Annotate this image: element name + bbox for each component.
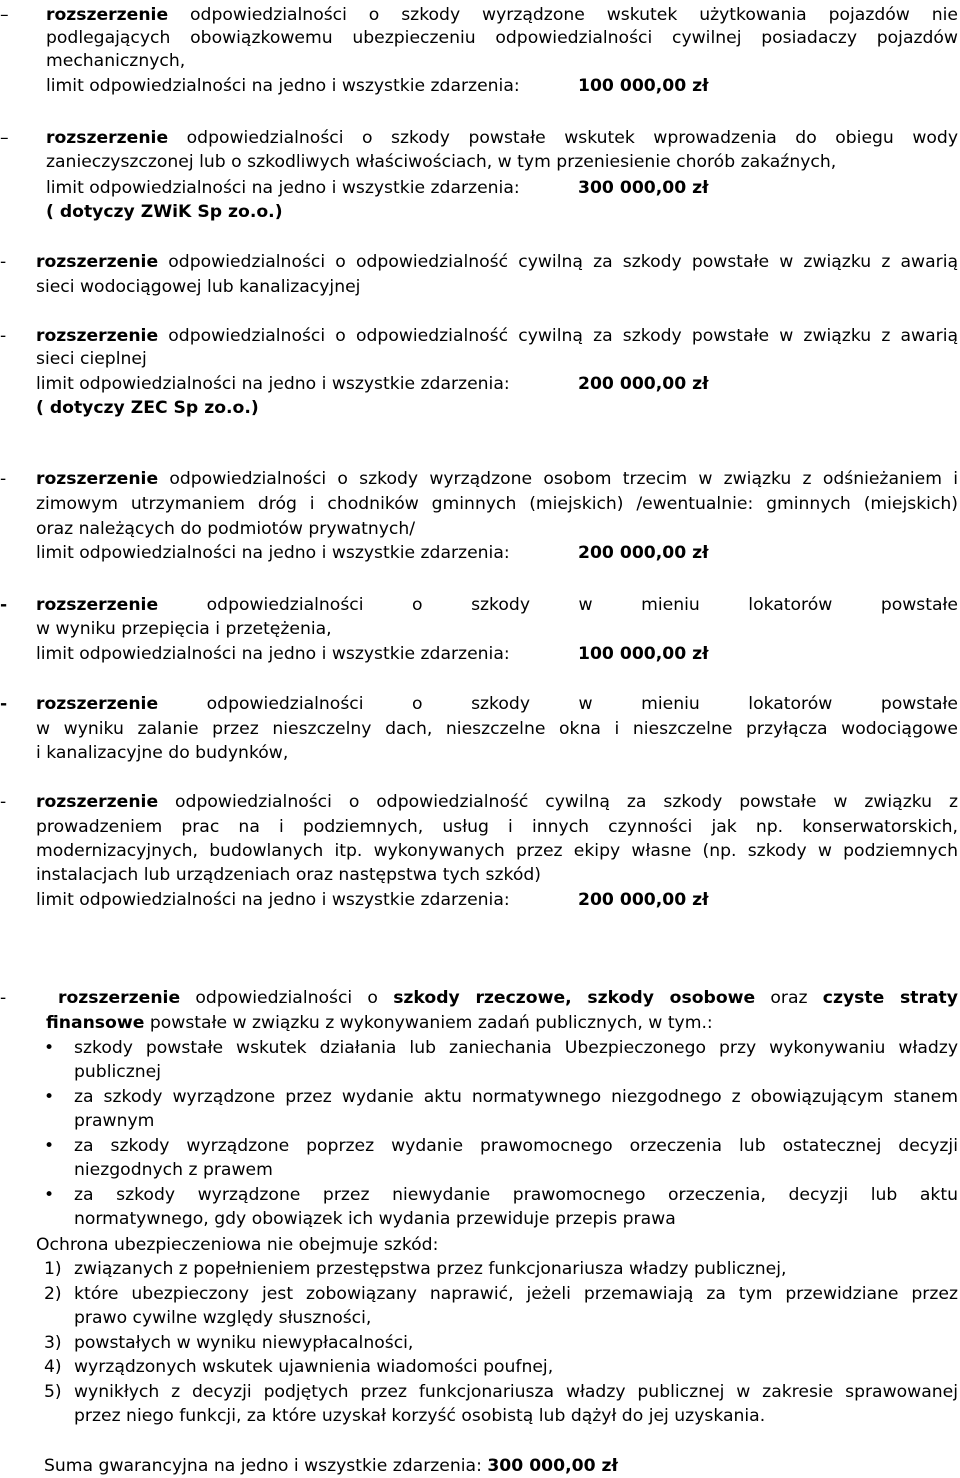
section-8-line-1: rozszerzenie odpowiedzialności o odpowiedzialność cywilną za szkody powstałe w związku z bbox=[36, 792, 958, 812]
section-6-amount: 100 000,00 zł bbox=[578, 644, 709, 664]
section-4-keyword: rozszerzenie bbox=[36, 326, 159, 346]
section-1-line-1: rozszerzenie odpowiedzialności o szkody wyrządzone wskutek użytkowania pojazdów nie bbox=[46, 5, 958, 25]
guarantee-sum-label: Suma gwarancyjna na jedno i wszystkie zdarzenia: bbox=[44, 1456, 482, 1476]
hyphen-marker: - bbox=[0, 469, 7, 489]
exclusions-title: Ochrona ubezpieczeniowa nie obejmuje szkód: bbox=[36, 1235, 439, 1255]
section-6-line-1: rozszerzenie odpowiedzialności o szkody w mieniu lokatorów powstałe bbox=[36, 595, 958, 615]
section-5-keyword: rozszerzenie bbox=[36, 469, 159, 489]
section-1-line-3: mechanicznych, bbox=[46, 51, 186, 71]
exclusion-item-2-line-1: które ubezpieczony jest zobowiązany naprawić, jeżeli przemawiają za tym przewidziane przez bbox=[74, 1284, 958, 1304]
section-2-limit-label: limit odpowiedzialności na jedno i wszystkie zdarzenia: bbox=[46, 178, 520, 198]
exclusion-number: 3) bbox=[44, 1333, 62, 1353]
section-4-note: ( dotyczy ZEC Sp zo.o.) bbox=[36, 398, 259, 418]
section-4-line-2: sieci cieplnej bbox=[36, 349, 147, 369]
hyphen-marker: - bbox=[0, 326, 7, 346]
section-9-line-2: finansowe powstałe w związku z wykonywaniem zadań publicznych, w tym.: bbox=[46, 1013, 713, 1033]
exclusion-item-2-line-2: prawo cywilne względy słuszności, bbox=[74, 1308, 372, 1328]
section-7-line-1: rozszerzenie odpowiedzialności o szkody w mieniu lokatorów powstałe bbox=[36, 694, 958, 714]
section-2-amount: 300 000,00 zł bbox=[578, 178, 709, 198]
section-8-limit-label: limit odpowiedzialności na jedno i wszystkie zdarzenia: bbox=[36, 890, 510, 910]
bullet-icon: • bbox=[44, 1087, 55, 1107]
guarantee-sum bbox=[44, 1454, 618, 1478]
section-8-line-4: instalacjach lub urządzeniach oraz następstwa tych szkód) bbox=[36, 865, 541, 885]
exclusion-item-4: wyrządzonych wskutek ujawnienia wiadomości poufnej, bbox=[74, 1357, 554, 1377]
section-2-note: ( dotyczy ZWiK Sp zo.o.) bbox=[46, 202, 283, 222]
exclusion-item-1: związanych z popełnieniem przestępstwa przez funkcjonariusza władzy publicznej, bbox=[74, 1259, 787, 1279]
bullet-icon: • bbox=[44, 1136, 55, 1156]
dash-marker: – bbox=[0, 128, 9, 148]
exclusion-item-5-line-2: przez niego funkcji, za które uzyskał korzyść osobistą lub dążył do jej uzyskania. bbox=[74, 1406, 766, 1426]
section-6-line-2: w wyniku przepięcia i przetężenia, bbox=[36, 619, 332, 639]
bullet-icon: • bbox=[44, 1185, 55, 1205]
section-7-line-3: i kanalizacyjne do budynków, bbox=[36, 743, 289, 763]
section-4-limit-label: limit odpowiedzialności na jedno i wszystkie zdarzenia: bbox=[36, 374, 510, 394]
exclusion-number: 1) bbox=[44, 1259, 62, 1279]
exclusion-number: 4) bbox=[44, 1357, 62, 1377]
exclusion-item-5-line-1: wynikłych z decyzji podjętych przez funkcjonariusza władzy publicznej w zakresie sprawowanej bbox=[74, 1382, 958, 1402]
section-4-line-1: rozszerzenie odpowiedzialności o odpowiedzialność cywilną za szkody powstałe w związku z awarią bbox=[36, 326, 958, 346]
section-8-line-3: modernizacyjnych, budowlanych itp. wykonywanych przez ekipy własne (np. szkody w podziemnych bbox=[36, 841, 958, 861]
section-5-limit-label: limit odpowiedzialności na jedno i wszystkie zdarzenia: bbox=[36, 543, 510, 563]
bullet-item-1-line-1: szkody powstałe wskutek działania lub zaniechania Ubezpieczonego przy wykonywaniu władzy bbox=[74, 1038, 958, 1058]
section-7-line-2: w wyniku zalanie przez nieszczelny dach, nieszczelne okna i nieszczelne przyłącza wodociągowe bbox=[36, 719, 958, 739]
bullet-item-2-line-2: prawnym bbox=[74, 1111, 155, 1131]
hyphen-marker: - bbox=[0, 595, 8, 615]
section-1-keyword: rozszerzenie bbox=[46, 5, 169, 25]
section-7-keyword: rozszerzenie bbox=[36, 694, 159, 714]
bullet-item-4-line-1: za szkody wyrządzone przez niewydanie prawomocnego orzeczenia, decyzji lub aktu bbox=[74, 1185, 958, 1205]
section-3-keyword: rozszerzenie bbox=[36, 252, 159, 272]
section-6-limit-label: limit odpowiedzialności na jedno i wszystkie zdarzenia: bbox=[36, 644, 510, 664]
section-5-line-1: rozszerzenie odpowiedzialności o szkody wyrządzone osobom trzecim w związku z odśnieżaniem i bbox=[36, 469, 958, 489]
hyphen-marker: - bbox=[0, 694, 8, 714]
dash-marker: – bbox=[0, 5, 9, 25]
section-8-line-2: prowadzeniem prac na i podziemnych, usług i innych czynności jak np. konserwatorskich, bbox=[36, 817, 958, 837]
hyphen-marker: - bbox=[0, 792, 7, 812]
guarantee-sum-amount: 300 000,00 zł bbox=[487, 1456, 618, 1476]
section-9-keyword: rozszerzenie bbox=[58, 988, 181, 1008]
exclusion-number: 2) bbox=[44, 1284, 62, 1304]
section-4-amount: 200 000,00 zł bbox=[578, 374, 709, 394]
section-9-line-1: rozszerzenie odpowiedzialności o szkody rzeczowe, szkody osobowe oraz czyste straty bbox=[58, 988, 958, 1008]
bullet-item-2-line-1: za szkody wyrządzone przez wydanie aktu normatywnego niezgodnego z obowiązującym stanem bbox=[74, 1087, 958, 1107]
bullet-item-3-line-2: niezgodnych z prawem bbox=[74, 1160, 273, 1180]
section-5-line-3: oraz należących do podmiotów prywatnych/ bbox=[36, 519, 416, 539]
section-3-line-1: rozszerzenie odpowiedzialności o odpowiedzialność cywilną za szkody powstałe w związku z awarią bbox=[36, 252, 958, 272]
section-2-keyword: rozszerzenie bbox=[46, 128, 169, 148]
exclusion-item-3: powstałych w wyniku niewypłacalności, bbox=[74, 1333, 414, 1353]
section-8-keyword: rozszerzenie bbox=[36, 792, 159, 812]
section-1-limit-label: limit odpowiedzialności na jedno i wszystkie zdarzenia: bbox=[46, 76, 520, 96]
bullet-item-3-line-1: za szkody wyrządzone poprzez wydanie prawomocnego orzeczenia lub ostatecznej decyzji bbox=[74, 1136, 958, 1156]
bullet-item-4-line-2: normatywnego, gdy obowiązek ich wydania przewiduje przepis prawa bbox=[74, 1209, 676, 1229]
section-1-line-2: podlegających obowiązkowemu ubezpieczeniu odpowiedzialności cywilnej posiadaczy pojazdów bbox=[46, 28, 958, 48]
section-5-line-2: zimowym utrzymaniem dróg i chodników gminnych (miejskich) /ewentualnie: gminnych (miejskich) bbox=[36, 494, 958, 514]
bullet-icon: • bbox=[44, 1038, 55, 1058]
bullet-item-1-line-2: publicznej bbox=[74, 1062, 161, 1082]
section-3-line-2: sieci wodociągowej lub kanalizacyjnej bbox=[36, 277, 361, 297]
exclusion-number: 5) bbox=[44, 1382, 62, 1402]
section-1-amount: 100 000,00 zł bbox=[578, 76, 709, 96]
section-6-keyword: rozszerzenie bbox=[36, 595, 159, 615]
section-2-line-1: rozszerzenie odpowiedzialności o szkody powstałe wskutek wprowadzenia do obiegu wody bbox=[46, 128, 959, 148]
hyphen-marker: - bbox=[0, 252, 7, 272]
section-2-line-2: zanieczyszczonej lub o szkodliwych właściwościach, w tym przeniesienie chorób zakaźnych, bbox=[46, 152, 837, 172]
section-5-amount: 200 000,00 zł bbox=[578, 543, 709, 563]
section-8-amount: 200 000,00 zł bbox=[578, 890, 709, 910]
hyphen-marker: - bbox=[0, 988, 7, 1008]
